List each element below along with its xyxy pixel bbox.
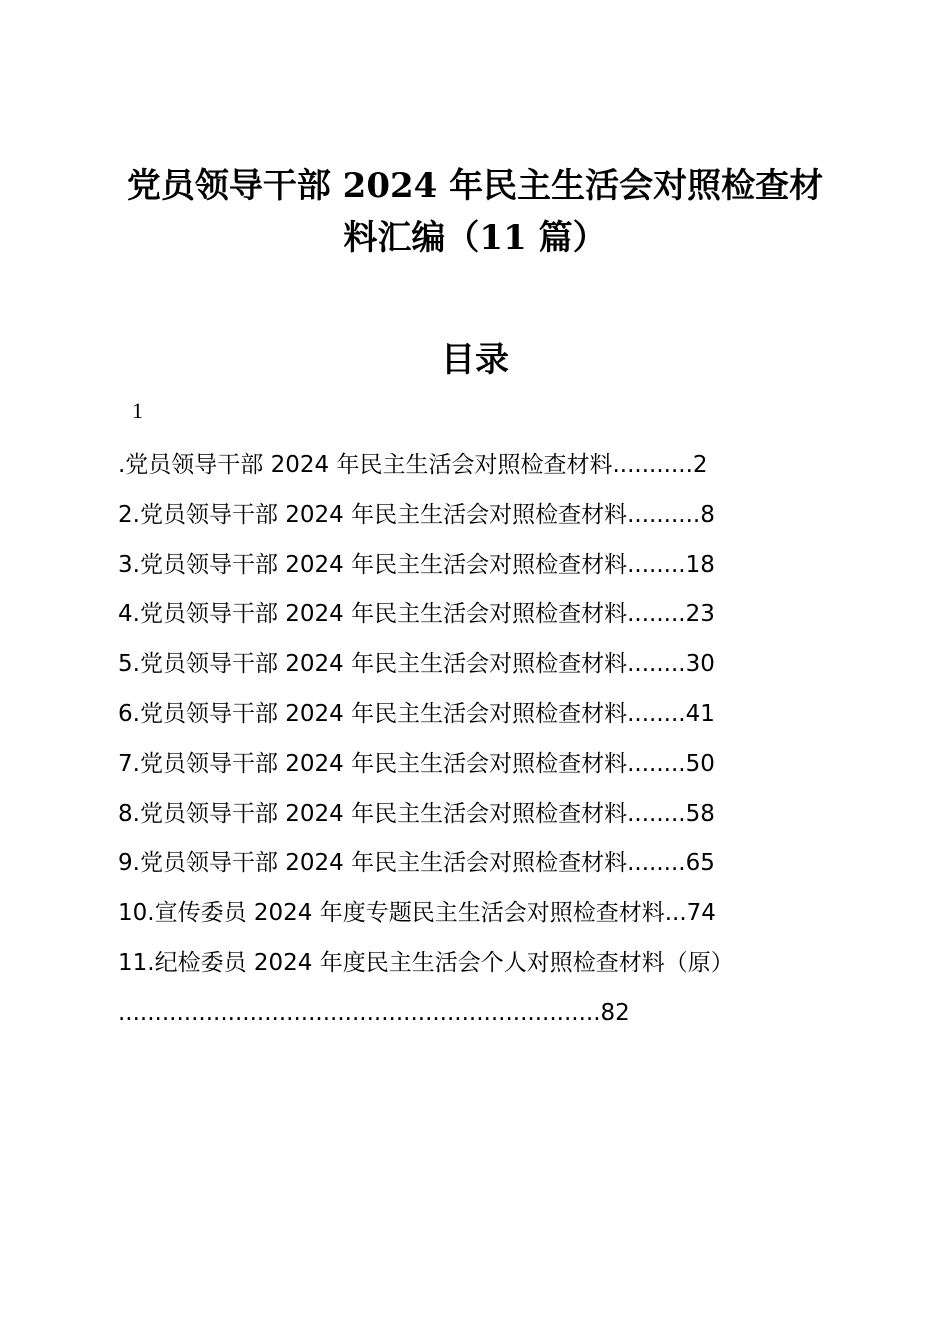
toc-entry-4[interactable] [118, 590, 838, 640]
document-title [110, 160, 840, 264]
toc-entry-5[interactable] [118, 640, 838, 690]
toc-entry-leader: ........ [627, 750, 686, 777]
toc-entry-text: 9.党员领导干部 2024 年民主生活会对照检查材料 [118, 850, 628, 877]
toc-entry-3[interactable] [118, 541, 838, 591]
toc-entry-page: 58 [685, 800, 715, 827]
toc-entry-text: 7.党员领导干部 2024 年民主生活会对照检查材料 [118, 750, 628, 777]
toc-entry-text: 8.党员领导干部 2024 年民主生活会对照检查材料 [118, 800, 628, 827]
document-title-line-2: 料汇编（11 篇） [343, 218, 607, 258]
toc-entry-leader: .......... [627, 501, 701, 528]
toc-entry-11-continuation[interactable] [118, 989, 838, 1039]
toc-entry-11[interactable] [118, 939, 838, 989]
toc-entry-7[interactable] [118, 740, 838, 790]
toc-entry-page: 82 [600, 999, 630, 1026]
document-title-line-1: 党员领导干部 2024 年民主生活会对照检查材 [126, 166, 824, 206]
toc-entry-page: 8 [700, 501, 715, 528]
toc-heading: 目录 [441, 340, 509, 380]
toc-entry-8[interactable] [118, 790, 838, 840]
toc-entry-text: 11.纪检委员 2024 年度民主生活会个人对照检查材料（原） [118, 949, 734, 976]
toc-entry-leader: ........... [612, 452, 693, 478]
toc-entry-page: 65 [685, 850, 715, 877]
toc-entry-page: 18 [685, 551, 715, 578]
toc-entry-page: 2 [692, 452, 708, 478]
toc-entry-2[interactable] [118, 491, 838, 541]
toc-entry-page: 74 [686, 900, 716, 927]
toc-entry-leader: .................................................................. [118, 999, 601, 1026]
toc-entry-page: 50 [685, 750, 715, 777]
toc-entry-leader: ........ [627, 551, 686, 578]
toc-entry-10[interactable] [118, 889, 838, 939]
stray-page-number: 1 [132, 398, 143, 423]
toc-entry-page: 41 [685, 700, 715, 727]
toc-entry-text: 2.党员领导干部 2024 年民主生活会对照检查材料 [118, 501, 628, 528]
toc-entry-text: 5.党员领导干部 2024 年民主生活会对照检查材料 [118, 651, 628, 678]
toc-entry-text: 6.党员领导干部 2024 年民主生活会对照检查材料 [118, 700, 628, 727]
toc-entry-page: 23 [685, 601, 715, 628]
toc-entry-6[interactable] [118, 690, 838, 740]
toc-entry-text: 4.党员领导干部 2024 年民主生活会对照检查材料 [118, 601, 628, 628]
toc-entry-1[interactable] [118, 441, 838, 491]
toc-entry-text: 10.宣传委员 2024 年度专题民主生活会对照检查材料 [118, 900, 665, 927]
toc-entry-leader: ........ [627, 651, 686, 678]
toc-entry-leader: ........ [627, 601, 686, 628]
toc-entry-leader: ........ [627, 850, 686, 877]
toc-entry-page: 30 [685, 651, 715, 678]
toc-entry-text: 3.党员领导干部 2024 年民主生活会对照检查材料 [118, 551, 628, 578]
toc-entry-leader: ... [664, 900, 687, 927]
toc-entry-leader: ........ [627, 800, 686, 827]
toc-entry-leader: ........ [627, 700, 686, 727]
toc-entry-text: .党员领导干部 2024 年民主生活会对照检查材料 [118, 452, 613, 478]
toc-entry-9[interactable] [118, 839, 838, 889]
table-of-contents [118, 441, 838, 1039]
